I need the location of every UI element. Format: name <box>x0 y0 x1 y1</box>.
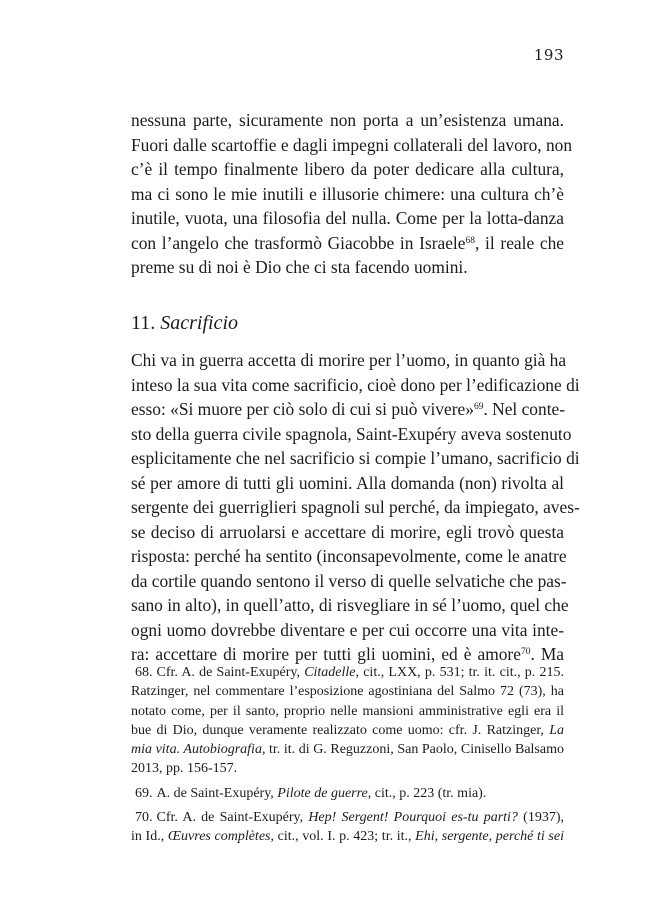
footnotes <box>131 663 564 852</box>
text-fragment: (1937), <box>517 810 564 826</box>
text-line: ogni uomo dovrebbe diventare e per cui occorre una vita inte- <box>131 619 564 640</box>
section-heading <box>131 312 238 335</box>
book-title: Hep! Sergent! Pourquoi es-tu parti? <box>308 810 518 826</box>
text-fragment: , tr. it. di G. Reguzzoni, San Paolo, Cinisello Balsamo <box>261 742 564 758</box>
text-fragment: . Nel conte- <box>483 399 566 419</box>
footnote-number: 68. <box>135 665 153 680</box>
section-number: 11. <box>131 312 156 334</box>
footnote-line: notato come, per il santo, proprio nelle mansioni amministrative egli era il <box>131 703 564 719</box>
section-paragraph <box>131 348 580 667</box>
book-title: Ehi, sergente, perché ti sei <box>415 829 564 845</box>
footnote-line: 2013, pp. 156-157. <box>131 761 238 777</box>
text-fragment: ra: accettare di morire per tutti gli uomini, ed è amore <box>131 644 521 664</box>
book-title: Pilote de guerre <box>277 785 368 801</box>
text-fragment: con l’angelo che trasformò Giacobbe in Israele <box>131 232 466 253</box>
text-fragment: Cfr. A. de Saint-Exupéry, <box>156 810 309 826</box>
text-fragment: , cit., LXX, p. 531; tr. it. cit., p. 215. <box>355 665 564 680</box>
text-line: inutile, vuota, una filosofia del nulla. Come per la lotta-danza <box>131 208 564 228</box>
book-title: mia vita. Autobiografia <box>131 742 262 758</box>
text-line: se deciso di arruolarsi e accettare di morire, egli trovò questa <box>131 521 564 542</box>
footnote-68 <box>131 663 564 779</box>
top-paragraph <box>131 108 573 280</box>
text-fragment: , cit., p. 223 (tr. mia). <box>367 785 487 801</box>
text-line: nessuna parte, sicuramente non porta a un’esistenza umana. <box>131 110 564 130</box>
footnote-number: 69. <box>135 785 153 801</box>
text-fragment: . Ma <box>530 644 564 664</box>
text-line: esplicitamente che nel sacrificio si compie l’umano, sacrificio di <box>131 448 580 468</box>
footnote-ref: 68 <box>465 235 475 246</box>
book-title: La <box>549 722 564 738</box>
text-fragment: , il reale che <box>475 232 565 253</box>
book-title: Citadelle <box>304 665 356 680</box>
text-fragment: esso: «Si muore per ciò solo di cui si può vivere» <box>131 399 474 419</box>
footnote-line <box>131 808 564 827</box>
text-fragment: , cit., vol. I. p. 423; tr. it., <box>270 829 416 845</box>
text-line: sergente dei guerriglieri spagnoli sul perché, da impiegato, aves- <box>131 497 580 517</box>
section-title: Sacrificio <box>160 312 239 334</box>
text-line: sano in alto), in quell’atto, di risvegliare in sé l’uomo, quel che <box>131 595 569 615</box>
text-line: preme su di noi è Dio che ci sta facendo uomini. <box>131 257 468 277</box>
text-line: inteso la sua vita come sacrificio, cioè dono per l’edificazione di <box>131 374 580 395</box>
text-line: da cortile quando sentono il verso di quelle selvatiche che pas- <box>131 570 567 591</box>
footnote-number: 70. <box>135 810 153 826</box>
footnote-ref: 70 <box>520 647 531 657</box>
text-line: Chi va in guerra accetta di morire per l’uomo, in quanto già ha <box>131 350 567 370</box>
text-line: sto della guerra civile spagnola, Saint-Exupéry aveva sostenuto <box>131 423 572 444</box>
text-fragment: in Id., <box>131 829 168 845</box>
footnote-line <box>131 784 564 803</box>
text-line: ma ci sono le mie inutili e illusorie chimere: una cultura ch’è <box>131 183 564 204</box>
footnote-line: Ratzinger, nel commentare l’esposizione agostiniana del Salmo 72 (73), ha <box>131 684 564 700</box>
page-number: 193 <box>533 46 564 64</box>
text-line <box>131 231 564 256</box>
footnote-line <box>131 721 564 740</box>
footnote-70 <box>131 808 564 847</box>
footnote-line <box>131 827 564 846</box>
footnote-line <box>131 740 564 759</box>
text-line: risposta: perché ha sentito (inconsapevolmente, come le anatre <box>131 546 567 566</box>
text-fragment: bue di Dio, dunque veramente realizzato come uomo: cfr. J. Ratzinger, <box>131 722 550 738</box>
text-fragment: A. de Saint-Exupéry, <box>156 785 278 801</box>
text-fragment: Cfr. A. de Saint-Exupéry, <box>156 665 305 680</box>
footnote-ref: 69 <box>473 402 484 412</box>
text-line: Fuori dalle scartoffie e dagli impegni collaterali del lavoro, non <box>131 134 573 155</box>
footnote-line <box>131 663 564 682</box>
text-line <box>131 397 564 422</box>
book-title: Œuvres complètes <box>167 829 271 845</box>
footnote-69 <box>131 784 564 803</box>
text-line: sé per amore di tutti gli uomini. Alla domanda (non) rivolta al <box>131 472 564 493</box>
text-line: c’è il tempo finalmente libero da poter dedicare alla cultura, <box>131 159 564 179</box>
